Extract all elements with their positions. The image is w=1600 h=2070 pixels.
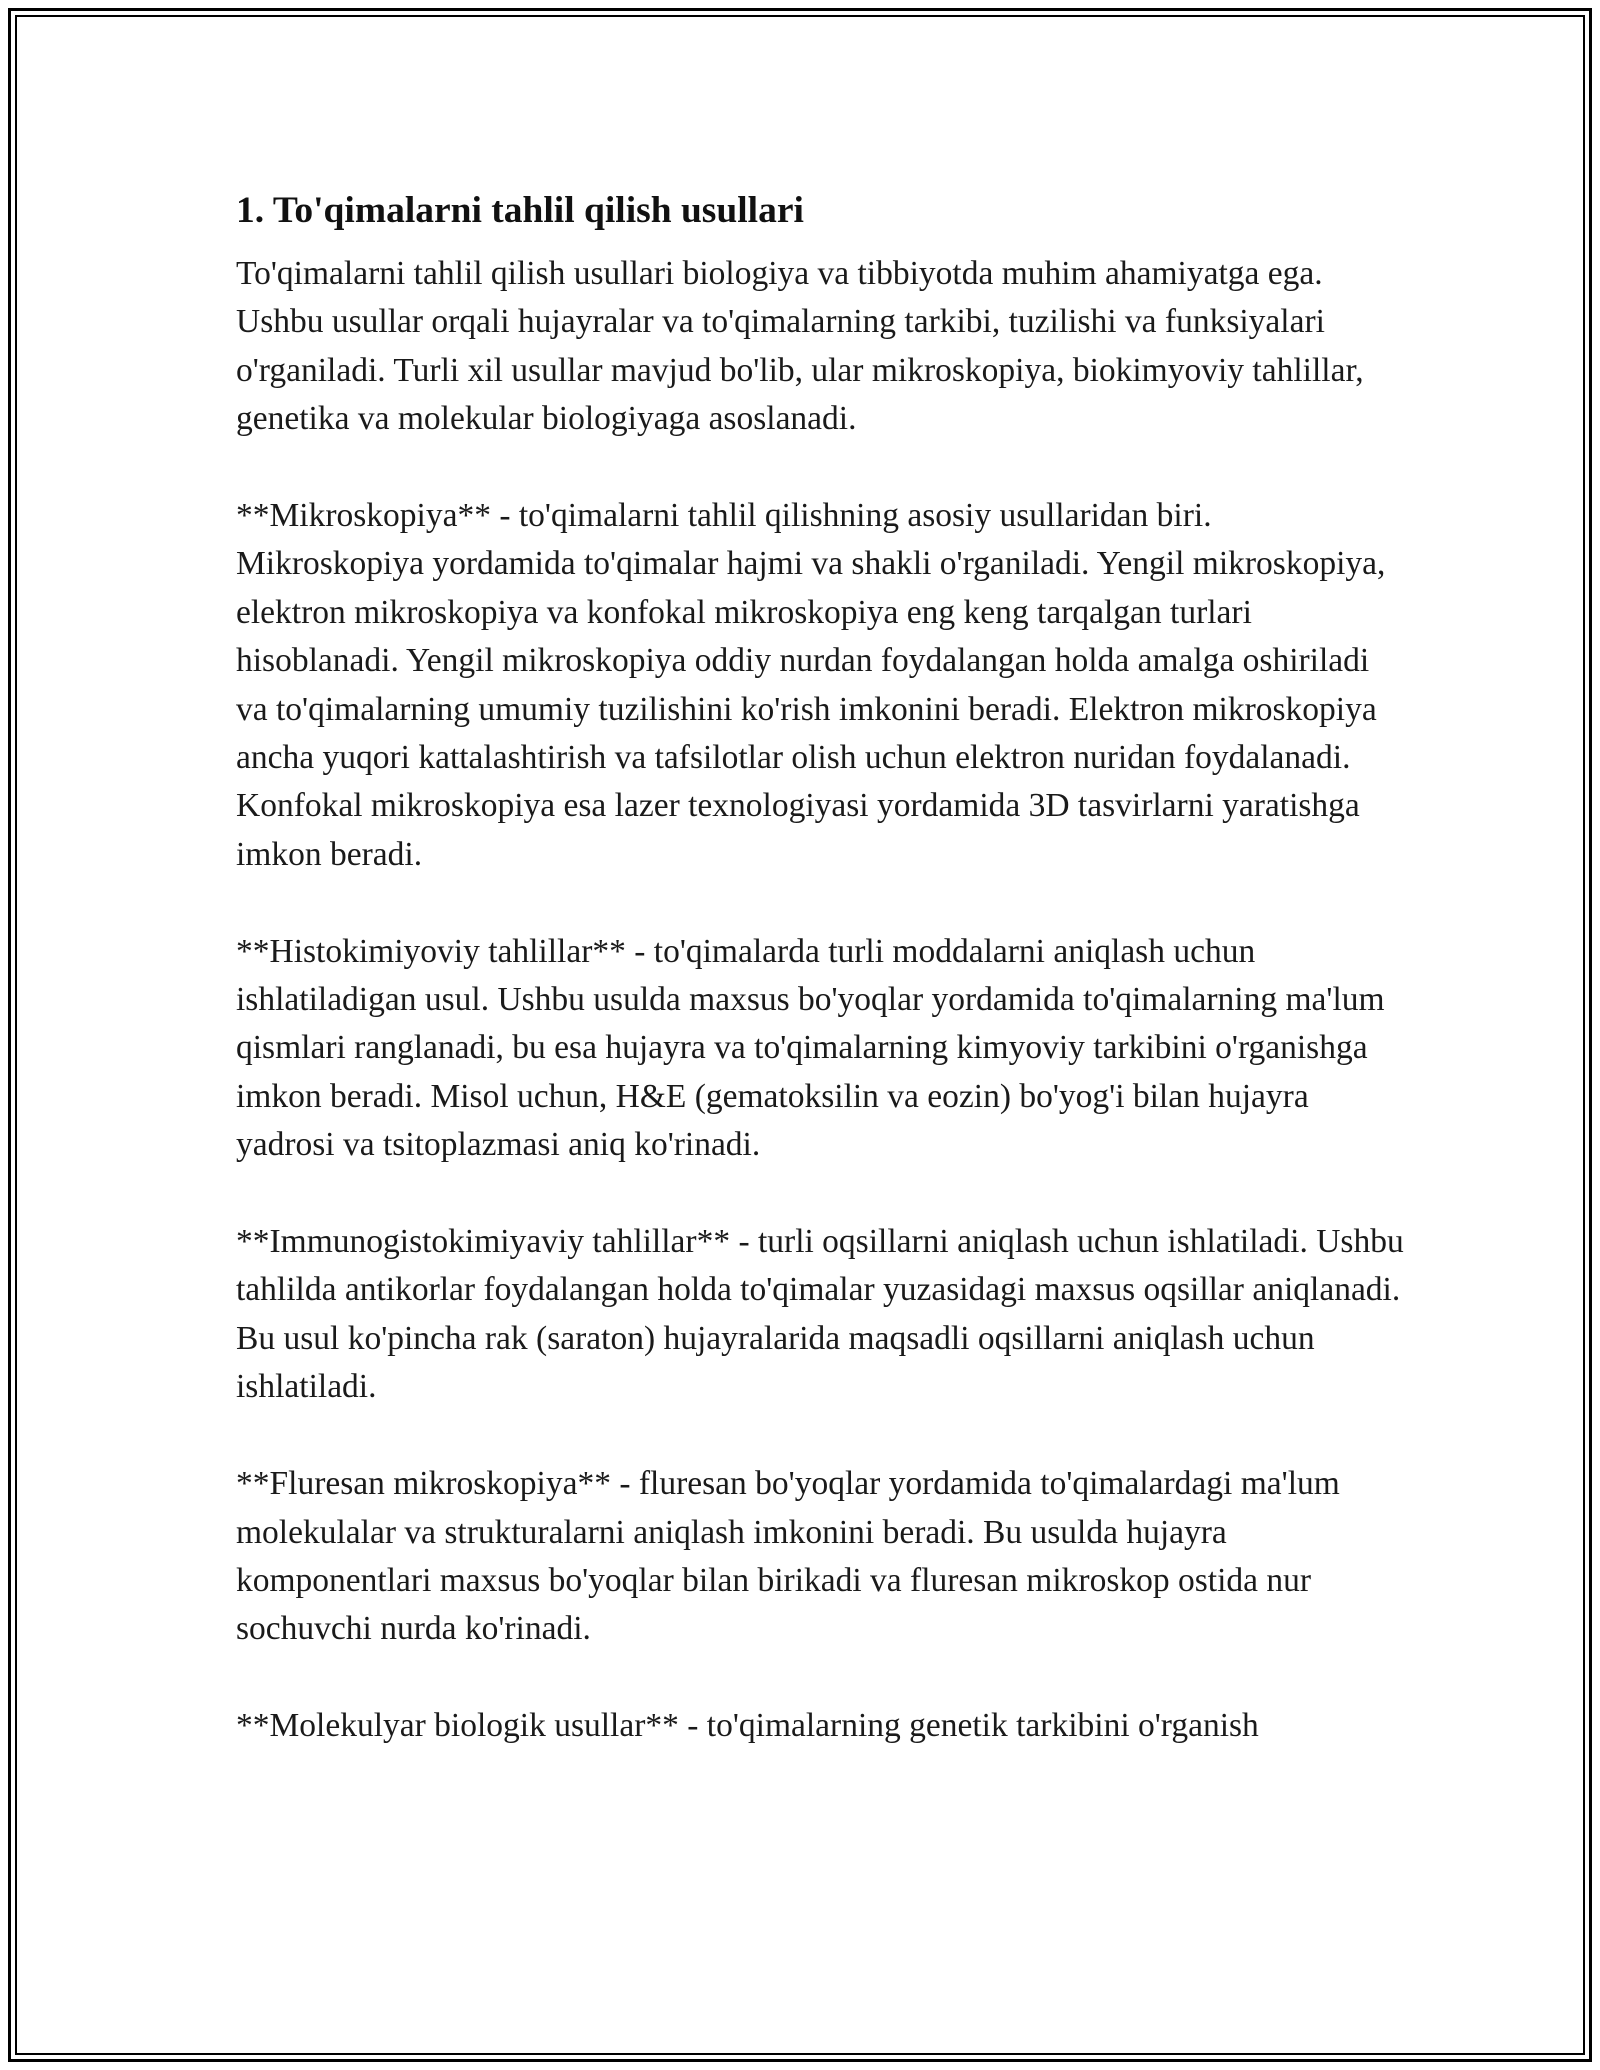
paragraph-intro: To'qimalarni tahlil qilish usullari biologiya va tibbiyotda muhim ahamiyatga ega. Ushbu usullar orqali hujayralar va to'qimalarning tarkibi, tuzilishi va funksiyalari o'rganiladi. Turli xil usullar mavjud bo'lib, ular mikroskopiya, biokimyoviy tahlillar, genetika va molekular biologiyaga asoslanadi. <box>236 255 1364 438</box>
document-body <box>236 186 1406 1751</box>
paragraph-histokimiyoviy: **Histokimiyoviy tahlillar** - to'qimalarda turli moddalarni aniqlash uchun ishlatiladigan usul. Ushbu usulda maxsus bo'yoqlar yordamida to'qimalarning ma'lum qismlari ranglanadi, bu esa hujayra va to'qimalarning kimyoviy tarkibini o'rganishga imkon beradi. Misol uchun, H&E (gematoksilin va eozin) bo'yog'i bilan hujayra yadrosi va tsitoplazmasi aniq ko'rinadi. <box>236 932 1385 1164</box>
paragraph-mikroskopiya: **Mikroskopiya** - to'qimalarni tahlil qilishning asosiy usullaridan biri. Mikroskopiya yordamida to'qimalar hajmi va shakli o'rganiladi. Yengil mikroskopiya, elektron mikroskopiya va konfokal mikroskopiya eng keng tarqalgan turlari hisoblanadi. Yengil mikroskopiya oddiy nurdan foydalangan holda amalga oshiriladi va to'qimalarning umumiy tuzilishini ko'rish imkonini beradi. Elektron mikroskopiya ancha yuqori kattalashtirish va tafsilotlar olish uchun elektron nuridan foydalanadi. Konfokal mikroskopiya esa lazer texnologiyasi yordamida 3D tasvirlarni yaratishga imkon beradi. <box>236 497 1386 873</box>
section-heading: 1. To'qimalarni tahlil qilish usullari <box>236 190 804 231</box>
paragraph-immunogistokimiyaviy: **Immunogistokimiyaviy tahlillar** - turli oqsillarni aniqlash uchun ishlatiladi. Ushbu tahlilda antikorlar foydalangan holda to'qimalar yuzasidagi maxsus oqsillar aniqlanadi. Bu usul ko'pincha rak (saraton) hujayralarida maqsadli oqsillarni aniqlash uchun ishlatiladi. <box>236 1223 1404 1406</box>
paragraph-molekulyar: **Molekulyar biologik usullar** - to'qimalarning genetik tarkibini o'rganish <box>236 1707 1259 1745</box>
paragraph-fluresan: **Fluresan mikroskopiya** - fluresan bo'yoqlar yordamida to'qimalardagi ma'lum molekulalar va strukturalarni aniqlash imkonini beradi. Bu usulda hujayra komponentlari maxsus bo'yoqlar bilan birikadi va fluresan mikroskop ostida nur sochuvchi nurda ko'rinadi. <box>236 1465 1340 1648</box>
